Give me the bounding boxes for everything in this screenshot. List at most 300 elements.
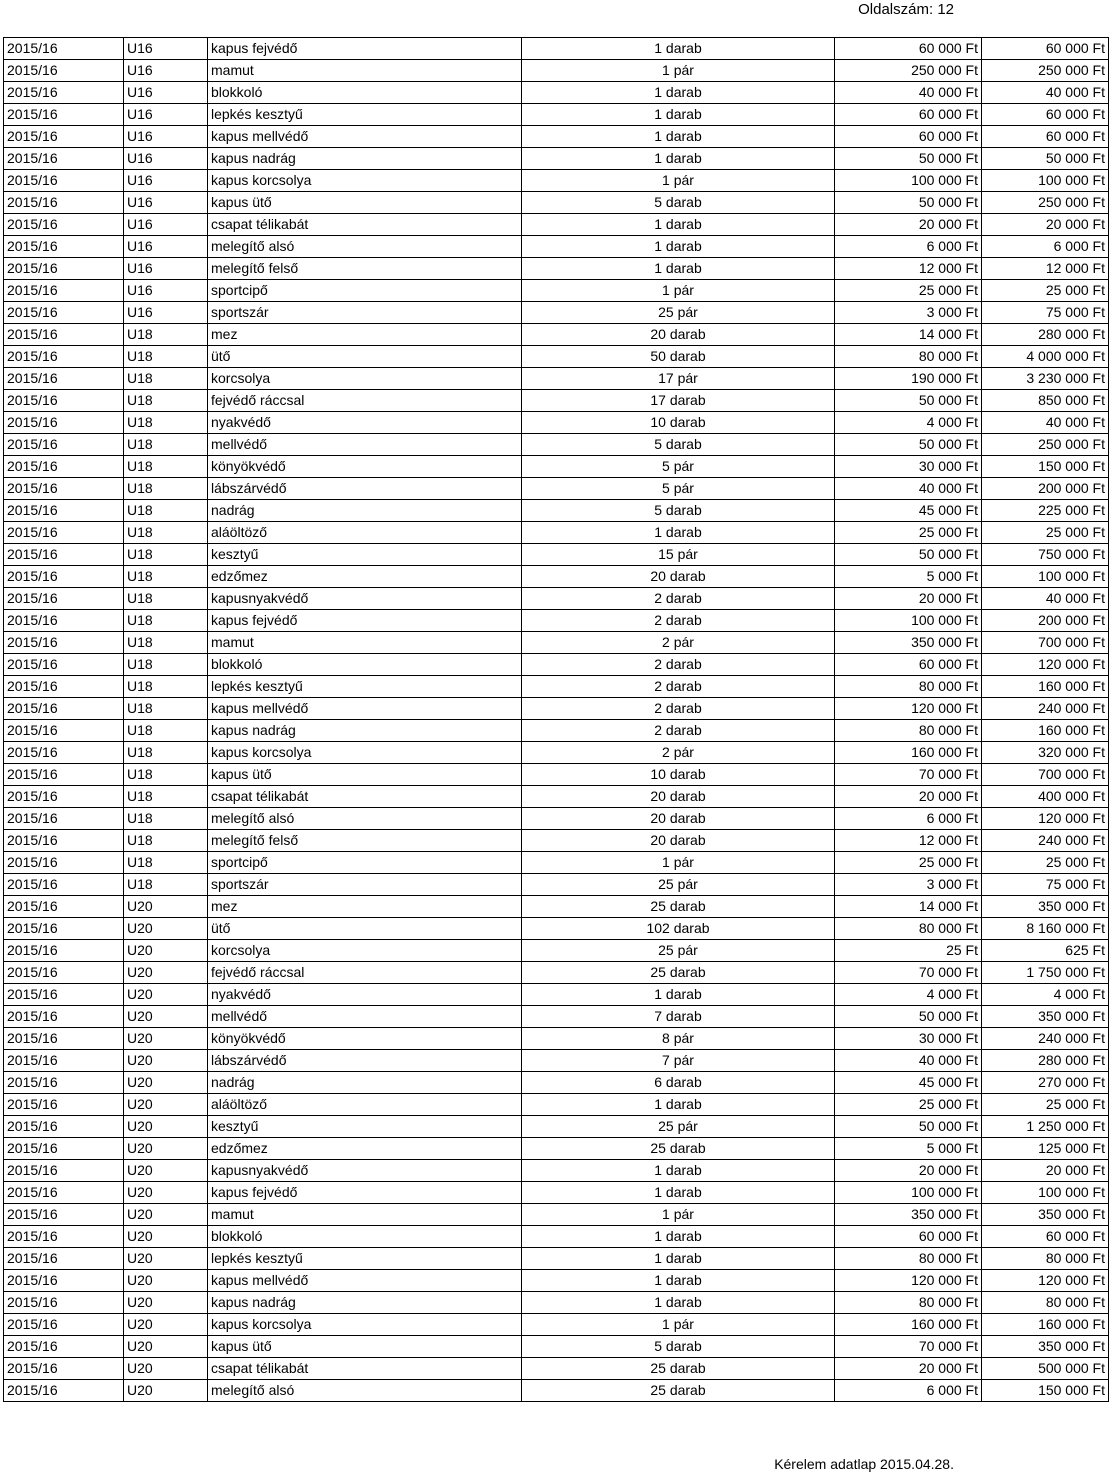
- quantity-cell: 20 darab: [522, 566, 835, 588]
- item-cell: mellvédő: [208, 1006, 522, 1028]
- total-cell: 270 000 Ft: [982, 1072, 1109, 1094]
- unit-price-cell: 50 000 Ft: [835, 1116, 982, 1138]
- table-row: [4, 720, 1109, 742]
- table-row: [4, 940, 1109, 962]
- total-cell: 25 000 Ft: [982, 852, 1109, 874]
- season-cell: 2015/16: [4, 654, 124, 676]
- quantity-cell: 8 pár: [522, 1028, 835, 1050]
- unit-price-cell: 6 000 Ft: [835, 1380, 982, 1402]
- item-cell: kapus fejvédő: [208, 1182, 522, 1204]
- total-cell: 120 000 Ft: [982, 808, 1109, 830]
- season-cell: 2015/16: [4, 566, 124, 588]
- table-row: [4, 1292, 1109, 1314]
- quantity-cell: 2 darab: [522, 654, 835, 676]
- quantity-cell: 1 darab: [522, 82, 835, 104]
- unit-price-cell: 40 000 Ft: [835, 1050, 982, 1072]
- season-cell: 2015/16: [4, 38, 124, 60]
- table-row: [4, 390, 1109, 412]
- team-cell: U16: [124, 258, 208, 280]
- total-cell: 100 000 Ft: [982, 170, 1109, 192]
- unit-price-cell: 40 000 Ft: [835, 478, 982, 500]
- unit-price-cell: 14 000 Ft: [835, 324, 982, 346]
- item-cell: kapusnyakvédő: [208, 1160, 522, 1182]
- unit-price-cell: 50 000 Ft: [835, 544, 982, 566]
- team-cell: U18: [124, 874, 208, 896]
- quantity-cell: 25 darab: [522, 962, 835, 984]
- item-cell: lábszárvédő: [208, 1050, 522, 1072]
- quantity-cell: 1 darab: [522, 126, 835, 148]
- team-cell: U20: [124, 1292, 208, 1314]
- quantity-cell: 1 pár: [522, 280, 835, 302]
- unit-price-cell: 120 000 Ft: [835, 698, 982, 720]
- unit-price-cell: 60 000 Ft: [835, 1226, 982, 1248]
- quantity-cell: 1 darab: [522, 1270, 835, 1292]
- total-cell: 250 000 Ft: [982, 60, 1109, 82]
- total-cell: 25 000 Ft: [982, 522, 1109, 544]
- equipment-table: [3, 37, 1109, 1402]
- table-row: [4, 214, 1109, 236]
- table-row: [4, 1006, 1109, 1028]
- team-cell: U18: [124, 698, 208, 720]
- unit-price-cell: 5 000 Ft: [835, 566, 982, 588]
- item-cell: mez: [208, 324, 522, 346]
- team-cell: U18: [124, 434, 208, 456]
- total-cell: 350 000 Ft: [982, 1204, 1109, 1226]
- season-cell: 2015/16: [4, 148, 124, 170]
- total-cell: 120 000 Ft: [982, 654, 1109, 676]
- season-cell: 2015/16: [4, 60, 124, 82]
- table-row: [4, 1182, 1109, 1204]
- team-cell: U18: [124, 588, 208, 610]
- team-cell: U20: [124, 1226, 208, 1248]
- team-cell: U20: [124, 1094, 208, 1116]
- total-cell: 240 000 Ft: [982, 830, 1109, 852]
- table-row: [4, 126, 1109, 148]
- quantity-cell: 5 darab: [522, 500, 835, 522]
- quantity-cell: 20 darab: [522, 808, 835, 830]
- team-cell: U18: [124, 808, 208, 830]
- item-cell: melegítő alsó: [208, 236, 522, 258]
- total-cell: 850 000 Ft: [982, 390, 1109, 412]
- total-cell: 500 000 Ft: [982, 1358, 1109, 1380]
- item-cell: kapus nadrág: [208, 1292, 522, 1314]
- table-row: [4, 236, 1109, 258]
- season-cell: 2015/16: [4, 852, 124, 874]
- team-cell: U18: [124, 632, 208, 654]
- quantity-cell: 25 pár: [522, 874, 835, 896]
- quantity-cell: 25 darab: [522, 1380, 835, 1402]
- season-cell: 2015/16: [4, 1028, 124, 1050]
- total-cell: 125 000 Ft: [982, 1138, 1109, 1160]
- unit-price-cell: 100 000 Ft: [835, 1182, 982, 1204]
- quantity-cell: 1 darab: [522, 104, 835, 126]
- season-cell: 2015/16: [4, 830, 124, 852]
- quantity-cell: 2 pár: [522, 632, 835, 654]
- item-cell: kapus fejvédő: [208, 38, 522, 60]
- total-cell: 4 000 000 Ft: [982, 346, 1109, 368]
- item-cell: edzőmez: [208, 566, 522, 588]
- total-cell: 40 000 Ft: [982, 82, 1109, 104]
- unit-price-cell: 60 000 Ft: [835, 104, 982, 126]
- total-cell: 280 000 Ft: [982, 324, 1109, 346]
- unit-price-cell: 6 000 Ft: [835, 808, 982, 830]
- team-cell: U18: [124, 500, 208, 522]
- item-cell: kapus mellvédő: [208, 698, 522, 720]
- total-cell: 75 000 Ft: [982, 302, 1109, 324]
- team-cell: U16: [124, 236, 208, 258]
- team-cell: U16: [124, 38, 208, 60]
- quantity-cell: 17 darab: [522, 390, 835, 412]
- unit-price-cell: 80 000 Ft: [835, 676, 982, 698]
- total-cell: 700 000 Ft: [982, 632, 1109, 654]
- unit-price-cell: 5 000 Ft: [835, 1138, 982, 1160]
- total-cell: 40 000 Ft: [982, 588, 1109, 610]
- unit-price-cell: 70 000 Ft: [835, 1336, 982, 1358]
- item-cell: kapus korcsolya: [208, 742, 522, 764]
- unit-price-cell: 4 000 Ft: [835, 984, 982, 1006]
- table-row: [4, 434, 1109, 456]
- team-cell: U20: [124, 1160, 208, 1182]
- season-cell: 2015/16: [4, 918, 124, 940]
- season-cell: 2015/16: [4, 1248, 124, 1270]
- unit-price-cell: 50 000 Ft: [835, 434, 982, 456]
- season-cell: 2015/16: [4, 544, 124, 566]
- unit-price-cell: 100 000 Ft: [835, 170, 982, 192]
- season-cell: 2015/16: [4, 742, 124, 764]
- unit-price-cell: 25 000 Ft: [835, 1094, 982, 1116]
- team-cell: U18: [124, 676, 208, 698]
- total-cell: 40 000 Ft: [982, 412, 1109, 434]
- item-cell: aláöltöző: [208, 1094, 522, 1116]
- team-cell: U18: [124, 852, 208, 874]
- total-cell: 20 000 Ft: [982, 214, 1109, 236]
- table-row: [4, 192, 1109, 214]
- quantity-cell: 5 darab: [522, 434, 835, 456]
- season-cell: 2015/16: [4, 192, 124, 214]
- table-row: [4, 346, 1109, 368]
- table-row: [4, 830, 1109, 852]
- season-cell: 2015/16: [4, 764, 124, 786]
- quantity-cell: 2 darab: [522, 676, 835, 698]
- item-cell: blokkoló: [208, 1226, 522, 1248]
- season-cell: 2015/16: [4, 412, 124, 434]
- unit-price-cell: 60 000 Ft: [835, 38, 982, 60]
- total-cell: 25 000 Ft: [982, 1094, 1109, 1116]
- total-cell: 3 230 000 Ft: [982, 368, 1109, 390]
- item-cell: ütő: [208, 918, 522, 940]
- total-cell: 150 000 Ft: [982, 1380, 1109, 1402]
- unit-price-cell: 350 000 Ft: [835, 632, 982, 654]
- item-cell: ütő: [208, 346, 522, 368]
- quantity-cell: 25 pár: [522, 940, 835, 962]
- unit-price-cell: 190 000 Ft: [835, 368, 982, 390]
- season-cell: 2015/16: [4, 1336, 124, 1358]
- total-cell: 60 000 Ft: [982, 38, 1109, 60]
- total-cell: 750 000 Ft: [982, 544, 1109, 566]
- team-cell: U16: [124, 192, 208, 214]
- quantity-cell: 1 pár: [522, 170, 835, 192]
- season-cell: 2015/16: [4, 522, 124, 544]
- team-cell: U18: [124, 610, 208, 632]
- team-cell: U16: [124, 82, 208, 104]
- quantity-cell: 1 darab: [522, 1160, 835, 1182]
- unit-price-cell: 30 000 Ft: [835, 456, 982, 478]
- quantity-cell: 2 pár: [522, 742, 835, 764]
- team-cell: U16: [124, 126, 208, 148]
- season-cell: 2015/16: [4, 1226, 124, 1248]
- unit-price-cell: 20 000 Ft: [835, 1160, 982, 1182]
- season-cell: 2015/16: [4, 170, 124, 192]
- season-cell: 2015/16: [4, 1358, 124, 1380]
- season-cell: 2015/16: [4, 1072, 124, 1094]
- table-row: [4, 1248, 1109, 1270]
- season-cell: 2015/16: [4, 236, 124, 258]
- season-cell: 2015/16: [4, 1204, 124, 1226]
- quantity-cell: 1 pár: [522, 1314, 835, 1336]
- total-cell: 160 000 Ft: [982, 720, 1109, 742]
- season-cell: 2015/16: [4, 720, 124, 742]
- unit-price-cell: 25 000 Ft: [835, 522, 982, 544]
- quantity-cell: 25 pár: [522, 1116, 835, 1138]
- quantity-cell: 1 darab: [522, 1094, 835, 1116]
- quantity-cell: 10 darab: [522, 412, 835, 434]
- table-row: [4, 610, 1109, 632]
- item-cell: korcsolya: [208, 940, 522, 962]
- footer-text: Kérelem adatlap 2015.04.28.: [774, 1456, 954, 1472]
- table-row: [4, 1028, 1109, 1050]
- table-row: [4, 1204, 1109, 1226]
- item-cell: mellvédő: [208, 434, 522, 456]
- team-cell: U20: [124, 896, 208, 918]
- unit-price-cell: 80 000 Ft: [835, 918, 982, 940]
- quantity-cell: 20 darab: [522, 324, 835, 346]
- total-cell: 350 000 Ft: [982, 896, 1109, 918]
- total-cell: 80 000 Ft: [982, 1292, 1109, 1314]
- season-cell: 2015/16: [4, 500, 124, 522]
- item-cell: sportcipő: [208, 852, 522, 874]
- total-cell: 200 000 Ft: [982, 478, 1109, 500]
- quantity-cell: 2 darab: [522, 698, 835, 720]
- total-cell: 320 000 Ft: [982, 742, 1109, 764]
- unit-price-cell: 160 000 Ft: [835, 1314, 982, 1336]
- table-row: [4, 742, 1109, 764]
- table-row: [4, 1072, 1109, 1094]
- item-cell: csapat télikabát: [208, 1358, 522, 1380]
- team-cell: U20: [124, 1138, 208, 1160]
- table-row: [4, 302, 1109, 324]
- quantity-cell: 2 darab: [522, 610, 835, 632]
- unit-price-cell: 20 000 Ft: [835, 1358, 982, 1380]
- item-cell: kapusnyakvédő: [208, 588, 522, 610]
- item-cell: könyökvédő: [208, 456, 522, 478]
- unit-price-cell: 45 000 Ft: [835, 1072, 982, 1094]
- season-cell: 2015/16: [4, 104, 124, 126]
- team-cell: U20: [124, 1204, 208, 1226]
- total-cell: 60 000 Ft: [982, 126, 1109, 148]
- team-cell: U18: [124, 566, 208, 588]
- table-row: [4, 852, 1109, 874]
- table-row: [4, 82, 1109, 104]
- table-row: [4, 170, 1109, 192]
- team-cell: U18: [124, 786, 208, 808]
- unit-price-cell: 50 000 Ft: [835, 390, 982, 412]
- season-cell: 2015/16: [4, 1270, 124, 1292]
- team-cell: U20: [124, 1006, 208, 1028]
- item-cell: lábszárvédő: [208, 478, 522, 500]
- team-cell: U16: [124, 148, 208, 170]
- quantity-cell: 7 darab: [522, 1006, 835, 1028]
- quantity-cell: 102 darab: [522, 918, 835, 940]
- unit-price-cell: 60 000 Ft: [835, 126, 982, 148]
- quantity-cell: 10 darab: [522, 764, 835, 786]
- total-cell: 8 160 000 Ft: [982, 918, 1109, 940]
- total-cell: 625 Ft: [982, 940, 1109, 962]
- unit-price-cell: 70 000 Ft: [835, 764, 982, 786]
- quantity-cell: 25 darab: [522, 896, 835, 918]
- quantity-cell: 5 pár: [522, 478, 835, 500]
- item-cell: korcsolya: [208, 368, 522, 390]
- item-cell: kapus nadrág: [208, 148, 522, 170]
- table-row: [4, 1160, 1109, 1182]
- team-cell: U18: [124, 368, 208, 390]
- item-cell: kapus ütő: [208, 1336, 522, 1358]
- team-cell: U16: [124, 214, 208, 236]
- table-row: [4, 500, 1109, 522]
- team-cell: U20: [124, 1050, 208, 1072]
- table-row: [4, 1380, 1109, 1402]
- item-cell: mamut: [208, 1204, 522, 1226]
- item-cell: melegítő alsó: [208, 1380, 522, 1402]
- season-cell: 2015/16: [4, 1380, 124, 1402]
- season-cell: 2015/16: [4, 676, 124, 698]
- unit-price-cell: 12 000 Ft: [835, 258, 982, 280]
- total-cell: 6 000 Ft: [982, 236, 1109, 258]
- unit-price-cell: 50 000 Ft: [835, 1006, 982, 1028]
- season-cell: 2015/16: [4, 1006, 124, 1028]
- team-cell: U20: [124, 1314, 208, 1336]
- total-cell: 350 000 Ft: [982, 1006, 1109, 1028]
- quantity-cell: 6 darab: [522, 1072, 835, 1094]
- team-cell: U16: [124, 302, 208, 324]
- quantity-cell: 2 darab: [522, 720, 835, 742]
- quantity-cell: 1 darab: [522, 236, 835, 258]
- quantity-cell: 1 darab: [522, 1248, 835, 1270]
- quantity-cell: 1 darab: [522, 1226, 835, 1248]
- team-cell: U16: [124, 170, 208, 192]
- quantity-cell: 2 darab: [522, 588, 835, 610]
- team-cell: U20: [124, 1072, 208, 1094]
- item-cell: kesztyű: [208, 1116, 522, 1138]
- table-row: [4, 1050, 1109, 1072]
- unit-price-cell: 70 000 Ft: [835, 962, 982, 984]
- table-row: [4, 1116, 1109, 1138]
- unit-price-cell: 30 000 Ft: [835, 1028, 982, 1050]
- item-cell: sportcipő: [208, 280, 522, 302]
- team-cell: U16: [124, 104, 208, 126]
- table-row: [4, 324, 1109, 346]
- unit-price-cell: 50 000 Ft: [835, 192, 982, 214]
- total-cell: 280 000 Ft: [982, 1050, 1109, 1072]
- season-cell: 2015/16: [4, 1314, 124, 1336]
- table-row: [4, 632, 1109, 654]
- quantity-cell: 5 darab: [522, 192, 835, 214]
- unit-price-cell: 12 000 Ft: [835, 830, 982, 852]
- item-cell: blokkoló: [208, 82, 522, 104]
- total-cell: 700 000 Ft: [982, 764, 1109, 786]
- quantity-cell: 1 pár: [522, 852, 835, 874]
- total-cell: 60 000 Ft: [982, 104, 1109, 126]
- total-cell: 80 000 Ft: [982, 1248, 1109, 1270]
- item-cell: aláöltöző: [208, 522, 522, 544]
- unit-price-cell: 25 000 Ft: [835, 852, 982, 874]
- unit-price-cell: 60 000 Ft: [835, 654, 982, 676]
- quantity-cell: 20 darab: [522, 830, 835, 852]
- item-cell: mamut: [208, 632, 522, 654]
- total-cell: 1 750 000 Ft: [982, 962, 1109, 984]
- item-cell: mamut: [208, 60, 522, 82]
- quantity-cell: 50 darab: [522, 346, 835, 368]
- season-cell: 2015/16: [4, 1050, 124, 1072]
- item-cell: nyakvédő: [208, 984, 522, 1006]
- table-row: [4, 280, 1109, 302]
- unit-price-cell: 20 000 Ft: [835, 214, 982, 236]
- table-row: [4, 258, 1109, 280]
- season-cell: 2015/16: [4, 874, 124, 896]
- total-cell: 120 000 Ft: [982, 1270, 1109, 1292]
- season-cell: 2015/16: [4, 126, 124, 148]
- item-cell: lepkés kesztyű: [208, 104, 522, 126]
- quantity-cell: 25 pár: [522, 302, 835, 324]
- team-cell: U18: [124, 478, 208, 500]
- table-row: [4, 412, 1109, 434]
- season-cell: 2015/16: [4, 698, 124, 720]
- item-cell: nyakvédő: [208, 412, 522, 434]
- unit-price-cell: 3 000 Ft: [835, 302, 982, 324]
- item-cell: kapus mellvédő: [208, 126, 522, 148]
- total-cell: 150 000 Ft: [982, 456, 1109, 478]
- total-cell: 250 000 Ft: [982, 192, 1109, 214]
- season-cell: 2015/16: [4, 1292, 124, 1314]
- team-cell: U20: [124, 1270, 208, 1292]
- total-cell: 60 000 Ft: [982, 1226, 1109, 1248]
- total-cell: 350 000 Ft: [982, 1336, 1109, 1358]
- quantity-cell: 20 darab: [522, 786, 835, 808]
- table-row: [4, 104, 1109, 126]
- unit-price-cell: 80 000 Ft: [835, 346, 982, 368]
- table-row: [4, 1226, 1109, 1248]
- table-row: [4, 60, 1109, 82]
- quantity-cell: 1 darab: [522, 148, 835, 170]
- table-row: [4, 808, 1109, 830]
- table-row: [4, 522, 1109, 544]
- table-body: [4, 38, 1109, 1402]
- season-cell: 2015/16: [4, 390, 124, 412]
- quantity-cell: 1 darab: [522, 214, 835, 236]
- season-cell: 2015/16: [4, 324, 124, 346]
- item-cell: kapus korcsolya: [208, 1314, 522, 1336]
- team-cell: U20: [124, 1116, 208, 1138]
- season-cell: 2015/16: [4, 1094, 124, 1116]
- item-cell: kapus ütő: [208, 192, 522, 214]
- quantity-cell: 1 darab: [522, 1182, 835, 1204]
- item-cell: fejvédő ráccsal: [208, 962, 522, 984]
- unit-price-cell: 80 000 Ft: [835, 1248, 982, 1270]
- season-cell: 2015/16: [4, 1182, 124, 1204]
- unit-price-cell: 50 000 Ft: [835, 148, 982, 170]
- table-row: [4, 1358, 1109, 1380]
- quantity-cell: 17 pár: [522, 368, 835, 390]
- table-row: [4, 1270, 1109, 1292]
